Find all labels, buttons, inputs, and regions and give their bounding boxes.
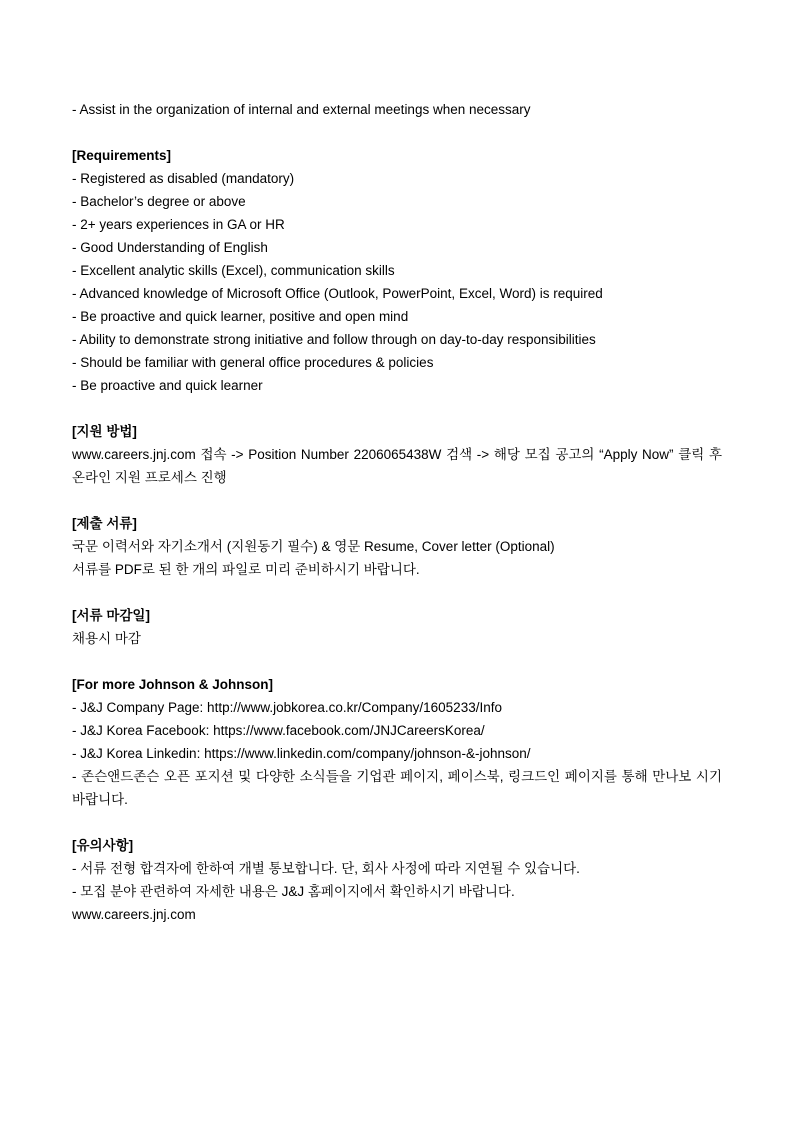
apply-instructions: www.careers.jnj.com 접속 -> Position Number 2206065438W 검색 -> 해당 모집 공고의 “Apply Now” 클릭 후 온라인 지원 프로세스 진행 [72,447,722,485]
notice-item: - 모집 분야 관련하여 자세한 내용은 J&J 홈페이지에서 확인하시기 바랍니다. [72,884,515,899]
spacer [72,650,722,673]
requirement-item: - Bachelor’s degree or above [72,194,246,209]
more-link-linkedin: - J&J Korea Linkedin: https://www.linkedin.com/company/johnson-&-johnson/ [72,746,531,761]
deadline-heading: [서류 마감일] [72,608,150,623]
requirement-item: - Be proactive and quick learner [72,378,263,393]
spacer [72,581,722,604]
documents-line: 국문 이력서와 자기소개서 (지원동기 필수) & 영문 Resume, Cover letter (Optional) [72,539,555,554]
documents-heading: [제출 서류] [72,516,137,531]
more-link-company-page: - J&J Company Page: http://www.jobkorea.co.kr/Company/1605233/Info [72,700,502,715]
requirement-item: - Advanced knowledge of Microsoft Office (Outlook, PowerPoint, Excel, Word) is required [72,286,603,301]
spacer [72,121,722,144]
spacer [72,397,722,420]
notice-item: - 서류 전형 합격자에 한하여 개별 통보합니다. 단, 회사 사정에 따라 지연될 수 있습니다. [72,861,580,876]
requirement-item: - Be proactive and quick learner, positive and open mind [72,309,409,324]
more-note: - 존슨앤드존슨 오픈 포지션 및 다양한 소식들을 기업관 페이지, 페이스북, 링크드인 페이지를 통해 만나보 시기 바랍니다. [72,769,722,807]
deadline-text: 채용시 마감 [72,631,141,646]
requirement-item: - Should be familiar with general office procedures & policies [72,355,434,370]
apply-heading: [지원 방법] [72,424,137,439]
requirement-item: - 2+ years experiences in GA or HR [72,217,285,232]
spacer [72,489,722,512]
more-heading: [For more Johnson & Johnson] [72,677,273,692]
requirement-item: - Excellent analytic skills (Excel), communication skills [72,263,395,278]
requirement-item: - Registered as disabled (mandatory) [72,171,295,186]
notice-heading: [유의사항] [72,838,134,853]
document-page [72,98,722,926]
spacer [72,811,722,834]
requirement-item: - Good Understanding of English [72,240,268,255]
notice-url: www.careers.jnj.com [72,907,196,922]
intro-line: - Assist in the organization of internal and external meetings when necessary [72,102,531,117]
requirements-heading: [Requirements] [72,148,172,163]
documents-line: 서류를 PDF로 된 한 개의 파일로 미리 준비하시기 바랍니다. [72,562,420,577]
requirement-item: - Ability to demonstrate strong initiative and follow through on day-to-day responsibilities [72,332,596,347]
more-link-facebook: - J&J Korea Facebook: https://www.facebook.com/JNJCareersKorea/ [72,723,485,738]
